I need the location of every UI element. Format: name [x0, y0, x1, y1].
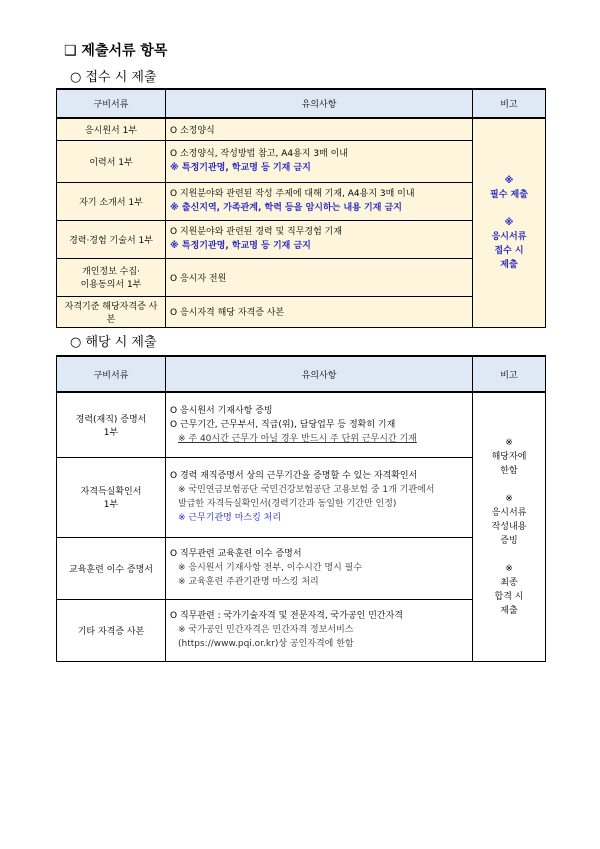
remark-cell: ※ 필수 제출 ※ 응시서류 접수 시 제출	[473, 118, 546, 327]
col-header-notes: 유의사항	[166, 356, 473, 392]
doc-cell: 개인정보 수집· 이용동의서 1부	[57, 258, 166, 296]
note-cell: O 응시자격 해당 자격증 사본	[166, 296, 473, 327]
doc-cell: 이력서 1부	[57, 140, 166, 182]
submit-table	[56, 88, 546, 328]
note-cell: O 소정양식, 작성방법 참고, A4용지 3매 이내 ※ 특정기관명, 학교명 등 기재 금지	[166, 140, 473, 182]
note-cell: O 지원분야와 관련된 작성 주제에 대해 기재, A4용지 3매 이내 ※ 출신지역, 가족관계, 학력 등을 암시하는 내용 기재 금지	[166, 182, 473, 220]
doc-cell: 응시원서 1부	[57, 118, 166, 140]
doc-cell: 자격기준 해당자격증 사본	[57, 296, 166, 327]
doc-cell: 교육훈련 이수 증명서	[57, 537, 166, 599]
doc-cell: 기타 자격증 사본	[57, 599, 166, 661]
doc-cell: 자기 소개서 1부	[57, 182, 166, 220]
col-header-docs: 구비서류	[57, 356, 166, 392]
section1-heading: ○ 접수 시 제출	[70, 70, 157, 85]
doc-cell: 경력·경험 기술서 1부	[57, 220, 166, 258]
note-cell: O 응시원서 기재사항 증빙 O 근무기간, 근무부서, 직급(위), 담당업무 등 정확히 기재 ※ 주 40시간 근무가 아닐 경우 반드시 주 단위 근무시간 기재	[166, 392, 473, 457]
remark-cell: ※ 해당자에 한함 ※ 응시서류 작성내용 증빙 ※ 최종 합격 시 제출	[473, 392, 546, 661]
page-title: ❑ 제출서류 항목	[64, 43, 168, 59]
note-cell: O 응시자 전원	[166, 258, 473, 296]
note-cell: O 경력 재직증명서 상의 근무기간을 증명할 수 있는 자격확인서 ※ 국민연금보험공단 국민건강보험공단 고용보험 중 1개 기관에서 발급한 자격득실확인서(경력기간과 동일한 기간만 인정) ※ 근무기관명 마스킹 처리	[166, 457, 473, 537]
note-cell: O 직무관련 : 국가기술자격 및 전문자격, 국가공인 민간자격 ※ 국가공인 민간자격은 민간자격 정보서비스 (https://www.pqi.or.kr)상 공인자격에 한함	[166, 599, 473, 661]
col-header-notes: 유의사항	[166, 89, 473, 118]
doc-cell: 경력(재직) 증명서 1부	[57, 392, 166, 457]
note-cell: O 소정양식	[166, 118, 473, 140]
col-header-remark: 비고	[473, 89, 546, 118]
doc-cell: 자격득실확인서 1부	[57, 457, 166, 537]
conditional-table	[56, 355, 546, 662]
note-cell: O 지원분야와 관련된 경력 및 직무경험 기재 ※ 특정기관명, 학교명 등 기재 금지	[166, 220, 473, 258]
col-header-docs: 구비서류	[57, 89, 166, 118]
note-cell: O 직무관련 교육훈련 이수 증명서 ※ 응시원서 기재사항 전부, 이수시간 명시 필수 ※ 교육훈련 주관기관명 마스킹 처리	[166, 537, 473, 599]
col-header-remark: 비고	[473, 356, 546, 392]
section2-heading: ○ 해당 시 제출	[70, 335, 157, 350]
